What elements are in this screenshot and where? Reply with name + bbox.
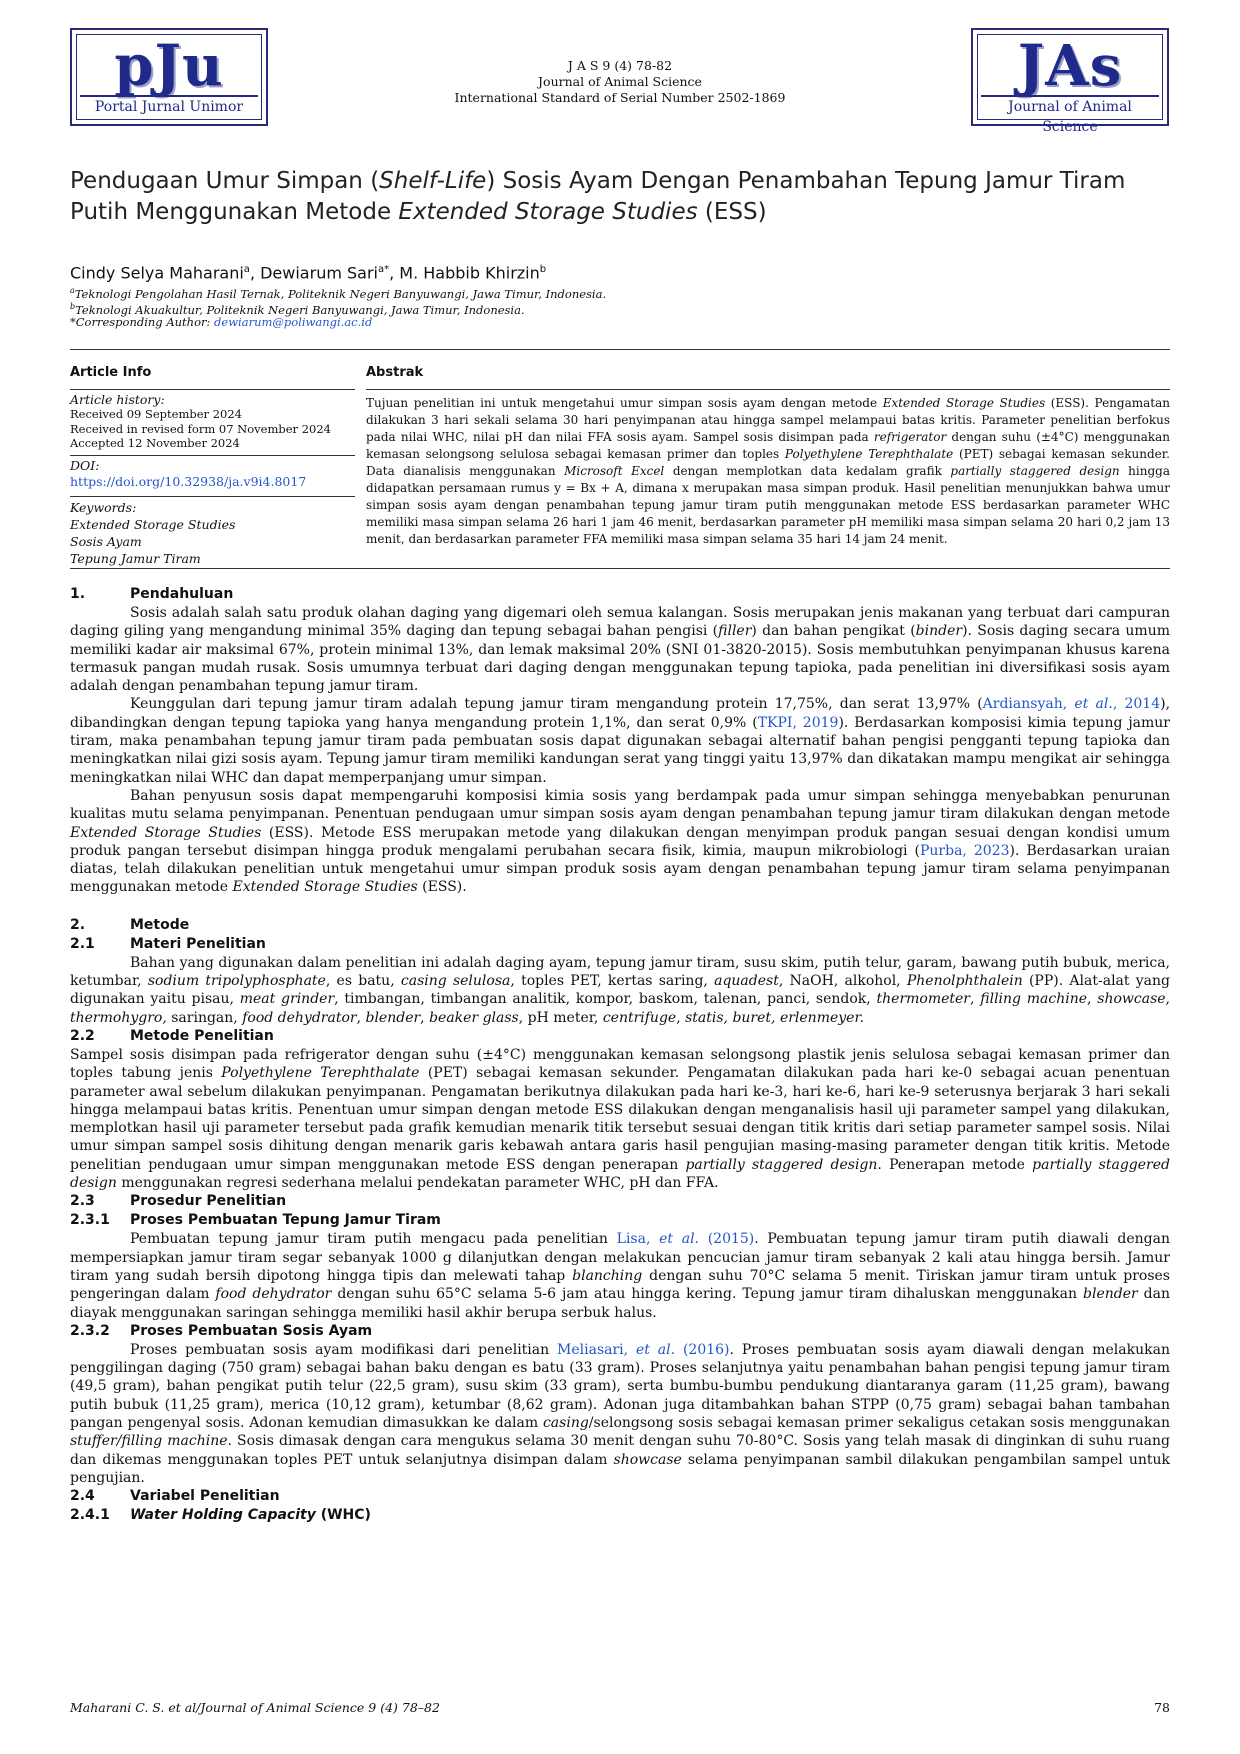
pju-logo-caption: Portal Jurnal Unimor xyxy=(80,95,258,117)
author-name: Cindy Selya Maharani xyxy=(70,263,244,283)
subsection-heading: 2.2 Metode Penelitian xyxy=(70,1027,274,1044)
author-affil-mark: b xyxy=(539,264,547,275)
journal-info xyxy=(380,58,860,106)
subsection-heading: 2.1 Materi Penelitian xyxy=(70,935,266,952)
doi-block xyxy=(70,459,355,490)
subsection-heading: 2.3 Prosedur Penelitian xyxy=(70,1193,287,1210)
paragraph: Bahan penyusun sosis dapat mempengaruhi komposisi kimia sosis yang berdampak pada umur simpan sehingga menyebabkan penurunan kualitas mutu selama penyimpanan. Penentuan pendugaan umur simpan sosis ayam dengan penambahan tepung jamur tiram dilakukan dengan metode Extended Storage Studies (ESS). Metode ESS merupakan metode yang dilakukan dengan menyimpan produk pangan sesuai dengan kondisi umum produk pangan tersebut disimpan hingga produk mengalami perubahan secara fisik, kimia, maupun mikrobiologi (Purba, 2023). Berdasarkan uraian diatas, telah dilakukan penelitian untuk mengetahui umur simpan produk sosis ayam dengan penambahan tepung jamur tiram selama penyimpanan menggunakan metode Extended Storage Studies (ESS). xyxy=(70,787,1170,896)
abstract-text: Tujuan penelitian ini untuk mengetahui umur simpan sosis ayam dengan metode Extended Storage Studies (ESS). Pengamatan dilakukan 3 hari sekali selama 30 hari penyimpanan atau hingga sampel melampaui batas kritis. Parameter penelitian berfokus pada nilai WHC, nilai pH dan nilai FFA sosis ayam. Sampel sosis disimpan pada refrigerator dengan suhu (±4°C) menggunakan kemasan selongsong selulosa sebagai kemasan primer dan toples Polyethylene Terephthalate (PET) sebagai kemasan sekunder. Data dianalisis menggunakan Microsoft Excel dengan memplotkan data kedalam grafik partially staggered design hingga didapatkan persamaan rumus y = Bx + A, dimana x merupakan masa simpan produk. Hasil penelitian menunjukkan bahwa umur simpan sosis ayam dengan penambahan tepung jamur tiram putih menggunakan metode ESS berdasarkan parameter WHC memiliki masa simpan selama 26 hari 1 jam 46 menit, berdasarkan parameter pH memiliki masa simpan selama 20 hari 0,2 jam 13 menit, dan berdasarkan parameter FFA memiliki masa simpan selama 35 hari 14 jam 24 menit. xyxy=(366,396,1170,546)
corresponding-label: *Corresponding Author: xyxy=(70,315,215,329)
author-affil-mark: a* xyxy=(377,264,390,275)
citation-link[interactable]: Meliasari, et al. (2016) xyxy=(557,1341,730,1358)
paragraph: Proses pembuatan sosis ayam modifikasi dari penelitian Meliasari, et al. (2016). Proses pembuatan sosis ayam diawali dengan melakukan penggilingan daging (750 gram) sebagai bahan baku dengan es batu (33 gram). Proses selanjutnya yaitu penambahan bahan pengisi tepung jamur tiram (49,5 gram), bahan pengikat putih telur (22,5 gram), susu skim (33 gram), serta bumbu-bumbu pendukung diantaranya garam (11,25 gram), bawang putih bubuk (11,25 gram), merica (10,12 gram), ketumbar (8,62 gram). Adonan juga ditambahkan bahan STPP (0,75 gram) sebagai bahan tambahan pangan pengenyal sosis. Adonan kemudian dimasukkan ke dalam casing/selongsong sosis sebagai kemasan primer sekaligus cetakan sosis menggunakan stuffer/filling machine. Sosis dimasak dengan cara mengukus selama 30 menit dengan suhu 70-80°C. Sosis yang telah masak di dinginkan di suhu ruang dan dikemas menggunakan toples PET untuk selanjutnya disimpan dalam showcase selama penyimpanan sambil dilakukan pengambilan sampel untuk pengujian. xyxy=(70,1341,1171,1486)
divider xyxy=(70,389,355,390)
paragraph: Keunggulan dari tepung jamur tiram adalah tepung jamur tiram mengandung protein 17,75%, dan serat 13,97% (Ardiansyah, et al., 2014), dibandingkan dengan tepung tapioka yang hanya mengandung protein 1,1%, dan serat 0,9% (TKPI, 2019). Berdasarkan komposisi kimia tepung jamur tiram, maka penambahan tepung jamur tiram pada pembuatan sosis dapat digunakan sebagai alternatif bahan pengisi pengganti tepung tapioka dan meningkatkan nilai gizi sosis ayam. Tepung jamur tiram memiliki kandungan serat yang tinggi yaitu 13,97% dan dikatakan mampu mengikat air sehingga meningkatkan nilai WHC dan dapat memperpanjang umur simpan. xyxy=(70,696,1171,786)
keyword: Extended Storage Studies xyxy=(70,517,236,532)
paragraph: Bahan yang digunakan dalam penelitian ini adalah daging ayam, tepung jamur tiram, susu skim, putih telur, garam, bawang putih bubuk, merica, ketumbar, sodium tripolyphosphate, es batu, casing selulosa, toples PET, kertas saring, aquadest, NaOH, alkohol, Phenolphthalein (PP). Alat-alat yang digunakan yaitu pisau, meat grinder, timbangan, timbangan analitik, kompor, baskom, talenan, panci, sendok, thermometer, filling machine, showcase, thermohygro, saringan, food dehydrator, blender, beaker glass, pH meter, centrifuge, statis, buret, erlenmeyer. xyxy=(70,954,1170,1026)
section-heading: 2. Metode xyxy=(70,916,190,933)
article-info-heading: Article Info xyxy=(70,365,152,380)
divider xyxy=(70,455,355,456)
footer-citation: Maharani C. S. et al/Journal of Animal Science 9 (4) 78–82 xyxy=(70,1700,440,1715)
affil-text: Teknologi Pengolahan Hasil Ternak, Politeknik Negeri Banyuwangi, Jawa Timur, Indonesia. xyxy=(74,286,607,301)
page-number: 78 xyxy=(1154,1700,1170,1715)
abstract-heading: Abstrak xyxy=(366,365,424,380)
affil-text: Teknologi Akuakultur, Politeknik Negeri Banyuwangi, Jawa Timur, Indonesia. xyxy=(75,302,525,317)
keyword: Tepung Jamur Tiram xyxy=(70,551,201,566)
subsection-heading: 2.4 Variabel Penelitian xyxy=(70,1488,280,1505)
jas-logo-caption: Journal of Animal Science xyxy=(981,95,1159,117)
author-name: Dewiarum Sari xyxy=(260,263,378,283)
corresponding-email-link[interactable]: dewiarum@poliwangi.ac.id xyxy=(214,315,373,329)
citation-link[interactable]: TKPI, 2019 xyxy=(757,714,839,731)
divider xyxy=(366,389,1170,390)
title-text: Pendugaan Umur Simpan ( xyxy=(70,168,380,194)
paragraph: Pembuatan tepung jamur tiram putih mengacu pada penelitian Lisa, et al. (2015). Pembuatan tepung jamur tiram putih diawali dengan mempersiapkan jamur tiram segar sebanyak 1000 g dilanjutkan dengan melakukan pencucian jamur tiram sebanyak 2 kali atau hingga bersih. Jamur tiram yang sudah bersih dipotong hingga tipis dan melewati tahap blanching dengan suhu 70°C selama 5 menit. Tiriskan jamur tiram untuk proses pengeringan dalam food dehydrator dengan suhu 65°C selama 5-6 jam atau hingga kering. Tepung jamur tiram dihaluskan menggunakan blender dan diayak menggunakan saringan sehingga memiliki hasil akhir berupa serbuk halus. xyxy=(70,1231,1171,1321)
divider xyxy=(70,349,1170,350)
article-history xyxy=(70,393,355,451)
journal-code: J A S 9 (4) 78-82 xyxy=(567,58,673,73)
article-body xyxy=(70,585,1170,1525)
keyword: Sosis Ayam xyxy=(70,534,142,549)
title-italic: Shelf-Life xyxy=(379,168,487,194)
divider xyxy=(70,496,355,497)
pju-logo-mark: pJu xyxy=(114,33,224,99)
revised-date: Received in revised form 07 November 2024 xyxy=(70,421,331,436)
divider xyxy=(70,568,1170,569)
section-heading: 1. Pendahuluan xyxy=(70,586,234,602)
paragraph: Sosis adalah salah satu produk olahan daging yang digemari oleh semua kalangan. Sosis merupakan jenis makanan yang terbuat dari campuran daging giling yang mengandung minimal 35% daging dan tepung sebagai bahan pengisi (filler) dan bahan pengikat (binder). Sosis daging secara umum memiliki kadar air maksimal 67%, protein minimal 13%, dan lemak maksimal 20% (SNI 01-3820-2015). Sosis membutuhkan penyimpanan khusus karena termasuk pangan mudah rusak. Sosis umumnya terbuat dari daging dengan menggunakan tepung tapioka, pada penelitian ini diversifikasi sosis ayam adalah dengan penambahan tepung jamur tiram. xyxy=(70,605,1170,695)
author-affil-mark: a xyxy=(243,264,250,275)
citation-link[interactable]: Lisa, et al. (2015) xyxy=(616,1231,755,1248)
title-text: ) Sosis Ayam Dengan Penambahan Tepung Jamur Tiram Putih Menggunakan Metode xyxy=(70,168,1126,225)
doi-link[interactable]: https://doi.org/10.32938/ja.v9i4.8017 xyxy=(70,474,307,489)
received-date: Received 09 September 2024 xyxy=(70,407,242,421)
keywords-label: Keywords: xyxy=(70,500,137,515)
keywords-block xyxy=(70,499,355,567)
corresponding-author xyxy=(70,315,1170,330)
paragraph: Sampel sosis disimpan pada refrigerator dengan suhu (±4°C) menggunakan kemasan selongsong plastik jenis selulosa sebagai kemasan primer dan toples tabung jenis Polyethylene Terephthalate (PET) sebagai kemasan sekunder. Pengamatan dilakukan pada hari ke-0 sebagai acuan penentuan parameter awal sebelum dilakukan penyimpanan. Pengamatan berikutnya dilakukan pada hari ke-3, hari ke-6, hari ke-9 seterusnya berjarak 3 hari sekali hingga melampaui batas kritis. Penentuan umur simpan dengan metode ESS dilakukan dengan menganalisis hasil uji parameter sampel yang dilakukan, memplotkan hasil uji parameter tersebut pada grafik kemudian menarik titik tersebut sesuai dengan titik kritis dari setiap parameter sampel sosis. Nilai umur simpan sampel sosis dihitung dengan menarik garis kebawah antara garis hasil pengujian masing-masing parameter dengan titik kritis. Metode penelitian pendugaan umur simpan menggunakan metode ESS dengan penerapan partially staggered design. Penerapan metode partially staggered design menggunakan regresi sederhana melalui pendekatan parameter WHC, pH dan FFA. xyxy=(70,1046,1170,1192)
doi-label: DOI: xyxy=(70,458,100,473)
author-name: M. Habbib Khirzin xyxy=(399,263,540,283)
author-list: Cindy Selya Maharani$^a$, Dewiarum Sari$^{a*}$, M. Habbib Khirzin$^b$ xyxy=(70,263,547,283)
journal-issn: International Standard of Serial Number 2502-1869 xyxy=(454,90,786,105)
subsection-heading: 2.3.2 Proses Pembuatan Sosis Ayam xyxy=(70,1322,373,1339)
title-text: (ESS) xyxy=(697,199,767,225)
citation-link[interactable]: Purba, 2023 xyxy=(919,842,1010,859)
pju-logo xyxy=(70,28,268,126)
citation-link[interactable]: Ardiansyah, et al., 2014 xyxy=(982,696,1161,713)
affil-mark: b xyxy=(70,302,76,311)
title-italic: Extended Storage Studies xyxy=(398,199,698,225)
accepted-date: Accepted 12 November 2024 xyxy=(70,436,240,450)
jas-logo-mark: JAs xyxy=(1017,33,1123,99)
affil-mark: a xyxy=(70,286,75,295)
subsection-heading: 2.4.1 Water Holding Capacity (WHC) xyxy=(70,1507,371,1524)
subsection-heading: 2.3.1 Proses Pembuatan Tepung Jamur Tiram xyxy=(70,1212,441,1229)
history-label: Article history: xyxy=(70,392,165,407)
journal-name: Journal of Animal Science xyxy=(538,74,702,89)
article-title xyxy=(70,166,1170,228)
jas-logo xyxy=(971,28,1169,135)
